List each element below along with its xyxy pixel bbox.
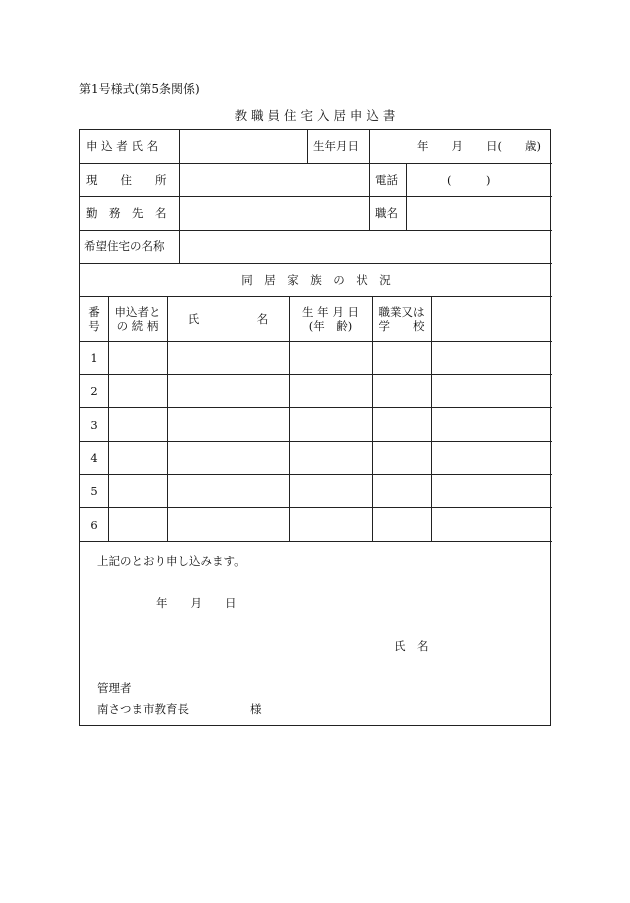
- rule-family-4: [80, 474, 552, 475]
- rule-family-1: [80, 374, 552, 375]
- honorific: 様: [250, 702, 262, 716]
- address-field[interactable]: [180, 164, 368, 196]
- rule-birth-right: [369, 130, 370, 230]
- header-birth: [289, 305, 372, 333]
- applicant-name-field[interactable]: [180, 130, 306, 163]
- declaration-statement: 上記のとおり申し込みます。: [97, 554, 246, 568]
- declaration-date[interactable]: 年 月 日: [156, 596, 237, 610]
- rule-row-5: [80, 296, 552, 297]
- birth-value[interactable]: 年 月 日( 歳): [417, 139, 541, 153]
- admin-label: 管理者: [97, 681, 132, 695]
- header-name: 氏 名: [187, 312, 269, 326]
- workplace-label: 勤 務 先 名: [86, 206, 167, 220]
- family-row-number: 6: [90, 518, 98, 532]
- family-row-number: 5: [90, 484, 98, 498]
- rule-family-3: [80, 441, 552, 442]
- header-relation: [108, 305, 167, 333]
- position-field[interactable]: [407, 197, 551, 230]
- header-relation-line2: の 続 柄: [116, 319, 159, 333]
- rule-family-2: [80, 407, 552, 408]
- header-relation-line1: 申込者と: [114, 305, 161, 319]
- rule-family-header: [80, 341, 552, 342]
- phone-label: 電話: [375, 173, 398, 187]
- rule-fam-col-2: [167, 296, 168, 541]
- signature-label: 氏 名: [394, 639, 429, 653]
- form-title: 教 職 員 住 宅 入 居 申 込 書: [234, 108, 396, 123]
- birth-label: 生年月日: [313, 139, 359, 153]
- header-job-line2: 学 校: [378, 319, 425, 333]
- family-row-number: 1: [90, 351, 98, 365]
- application-form-table: [79, 129, 551, 726]
- family-section-title: 同 居 家 族 の 状 況: [241, 273, 391, 287]
- addressee: 南さつま市教育長: [97, 702, 189, 716]
- workplace-field[interactable]: [180, 197, 368, 230]
- header-job: [372, 305, 431, 333]
- header-number: [80, 305, 108, 333]
- header-number-line2: 号: [88, 319, 100, 333]
- family-row-number: 3: [90, 418, 98, 432]
- rule-birth-left: [307, 130, 308, 163]
- header-birth-line1: 生 年 月 日: [302, 305, 359, 319]
- header-number-line1: 番: [88, 305, 100, 319]
- family-row-number: 4: [90, 451, 98, 465]
- desired-housing-label: 希望住宅の名称: [84, 239, 165, 253]
- rule-family-5: [80, 507, 552, 508]
- desired-housing-field[interactable]: [180, 231, 551, 263]
- rule-row-4: [80, 263, 552, 264]
- applicant-name-label: 申 込 者 氏 名: [86, 139, 159, 153]
- form-number: 第1号様式(第5条関係): [79, 82, 200, 96]
- rule-family-6: [80, 541, 552, 542]
- family-row-number: 2: [90, 384, 98, 398]
- header-birth-line2: (年 齢): [308, 319, 353, 333]
- phone-field[interactable]: ( ): [447, 173, 491, 187]
- address-label: 現 住 所: [86, 173, 167, 187]
- position-label: 職名: [375, 206, 398, 220]
- header-job-line1: 職業又は: [378, 305, 425, 319]
- rule-fam-col-5: [431, 296, 432, 541]
